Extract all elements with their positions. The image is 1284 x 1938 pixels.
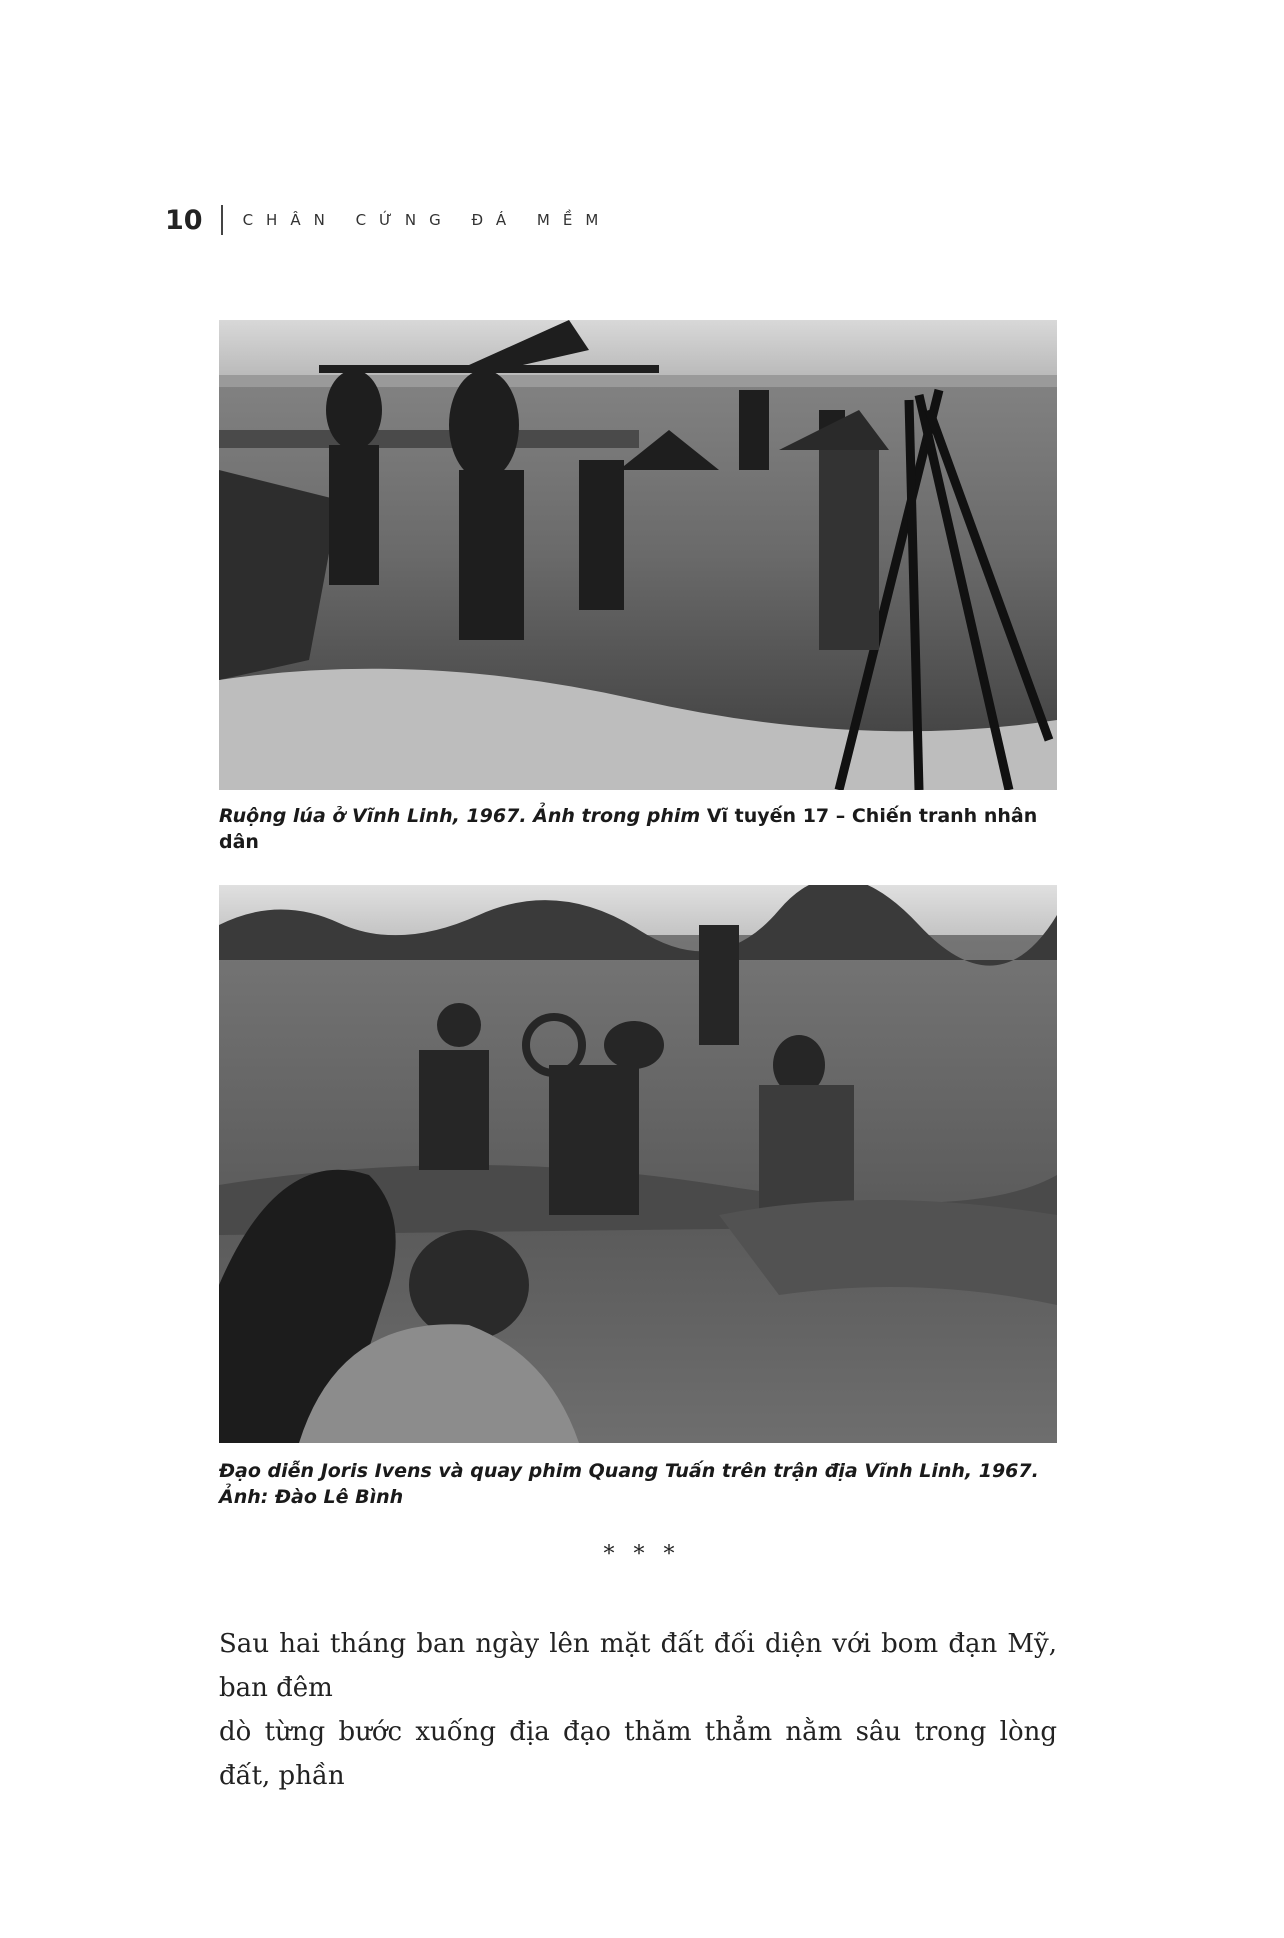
figure-2-caption-line-1: Đạo diễn Joris Ivens và quay phim Quang Tuấn trên trận địa Vĩnh Linh, 1967. xyxy=(219,1460,1039,1482)
figure-1-caption xyxy=(219,803,1057,855)
body-line-2: dò từng bước xuống địa đạo thăm thẳm nằm sâu trong lòng đất, phần xyxy=(219,1717,1057,1791)
body-line-1: Sau hai tháng ban ngày lên mặt đất đối diện với bom đạn Mỹ, ban đêm xyxy=(219,1629,1057,1703)
figure-2-caption-line-2: Ảnh: Đào Lê Bình xyxy=(219,1486,404,1508)
running-head xyxy=(165,200,611,240)
figure-2-caption xyxy=(219,1458,1057,1510)
page-number: 10 xyxy=(165,204,203,236)
battlefield-photo xyxy=(219,885,1057,1443)
figure-1-caption-italic: Ruộng lúa ở Vĩnh Linh, 1967. Ảnh trong phim xyxy=(219,805,707,827)
section-separator: * * * xyxy=(603,1542,681,1567)
header-divider xyxy=(221,205,223,235)
book-title: CHÂN CỨNG ĐÁ MỀM xyxy=(242,211,612,229)
rice-field-photo xyxy=(219,320,1057,790)
body-paragraph xyxy=(219,1622,1057,1798)
figure-1-caption-film-title: Vĩ tuyến 17 – Chiến tranh nhân dân xyxy=(219,805,1038,853)
